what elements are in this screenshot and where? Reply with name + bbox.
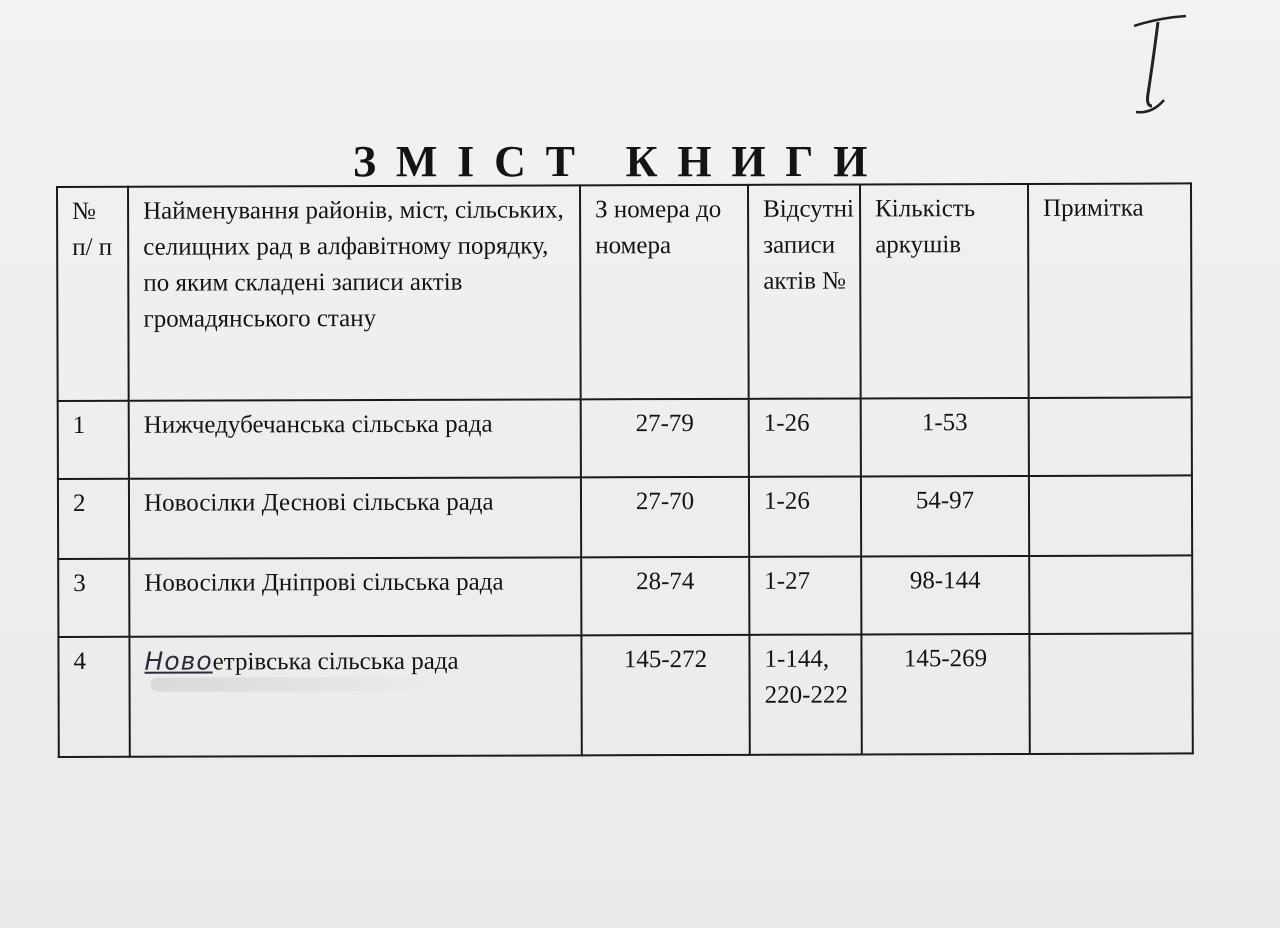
row-note — [1029, 475, 1192, 556]
page-title: ЗМІСТ КНИГИ — [352, 137, 888, 186]
header-note: Примітка — [1028, 183, 1192, 398]
row-range: 27-70 — [581, 477, 749, 558]
row-note — [1029, 633, 1192, 754]
header-range: З номера до номера — [580, 185, 749, 400]
row-number: 2 — [58, 479, 129, 559]
row-sheets: 145-269 — [861, 634, 1029, 755]
row-range: 27-79 — [581, 399, 749, 478]
row-missing: 1-26 — [749, 398, 861, 476]
table-row — [58, 475, 1192, 559]
table-row — [58, 397, 1192, 479]
row-sheets: 54-97 — [861, 476, 1029, 557]
row-note — [1029, 555, 1192, 634]
table-header-row — [57, 183, 1192, 401]
row-missing: 1-144, 220-222 — [749, 634, 861, 754]
erased-text-smudge — [151, 677, 451, 692]
row-note — [1029, 397, 1192, 476]
row-number: 3 — [58, 559, 129, 637]
row-number: 1 — [58, 401, 129, 479]
contents-table — [56, 182, 1194, 758]
row-range: 28-74 — [581, 557, 749, 636]
header-missing: Відсутні записи актів № — [748, 184, 861, 398]
row-name: Новосілки Дніпрові сільська рада — [129, 557, 581, 636]
table-row — [58, 555, 1192, 637]
table-row — [58, 633, 1192, 757]
row-missing: 1-27 — [749, 556, 861, 634]
row-sheets: 1-53 — [861, 398, 1029, 477]
row-sheets: 98-144 — [861, 556, 1029, 635]
row-name: Новосілки Деснові сільська рада — [129, 477, 581, 558]
row-range: 145-272 — [581, 635, 749, 756]
header-sheets: Кількість аркушів — [860, 184, 1029, 399]
header-number: № п/ п — [57, 187, 129, 401]
row-number: 4 — [58, 637, 129, 757]
row-name — [129, 635, 581, 756]
handwritten-roman-numeral — [1128, 14, 1192, 124]
row-missing: 1-26 — [749, 476, 861, 556]
row-name-printed: етрівська сільська рада — [212, 647, 459, 676]
handwritten-correction: Ново — [144, 646, 213, 676]
header-name: Найменування районів, міст, сільських, селищних рад в алфавітному порядку, по яким складені записи актів громадянського стану — [128, 185, 581, 400]
row-name: Нижчедубечанська сільська рада — [129, 399, 581, 478]
